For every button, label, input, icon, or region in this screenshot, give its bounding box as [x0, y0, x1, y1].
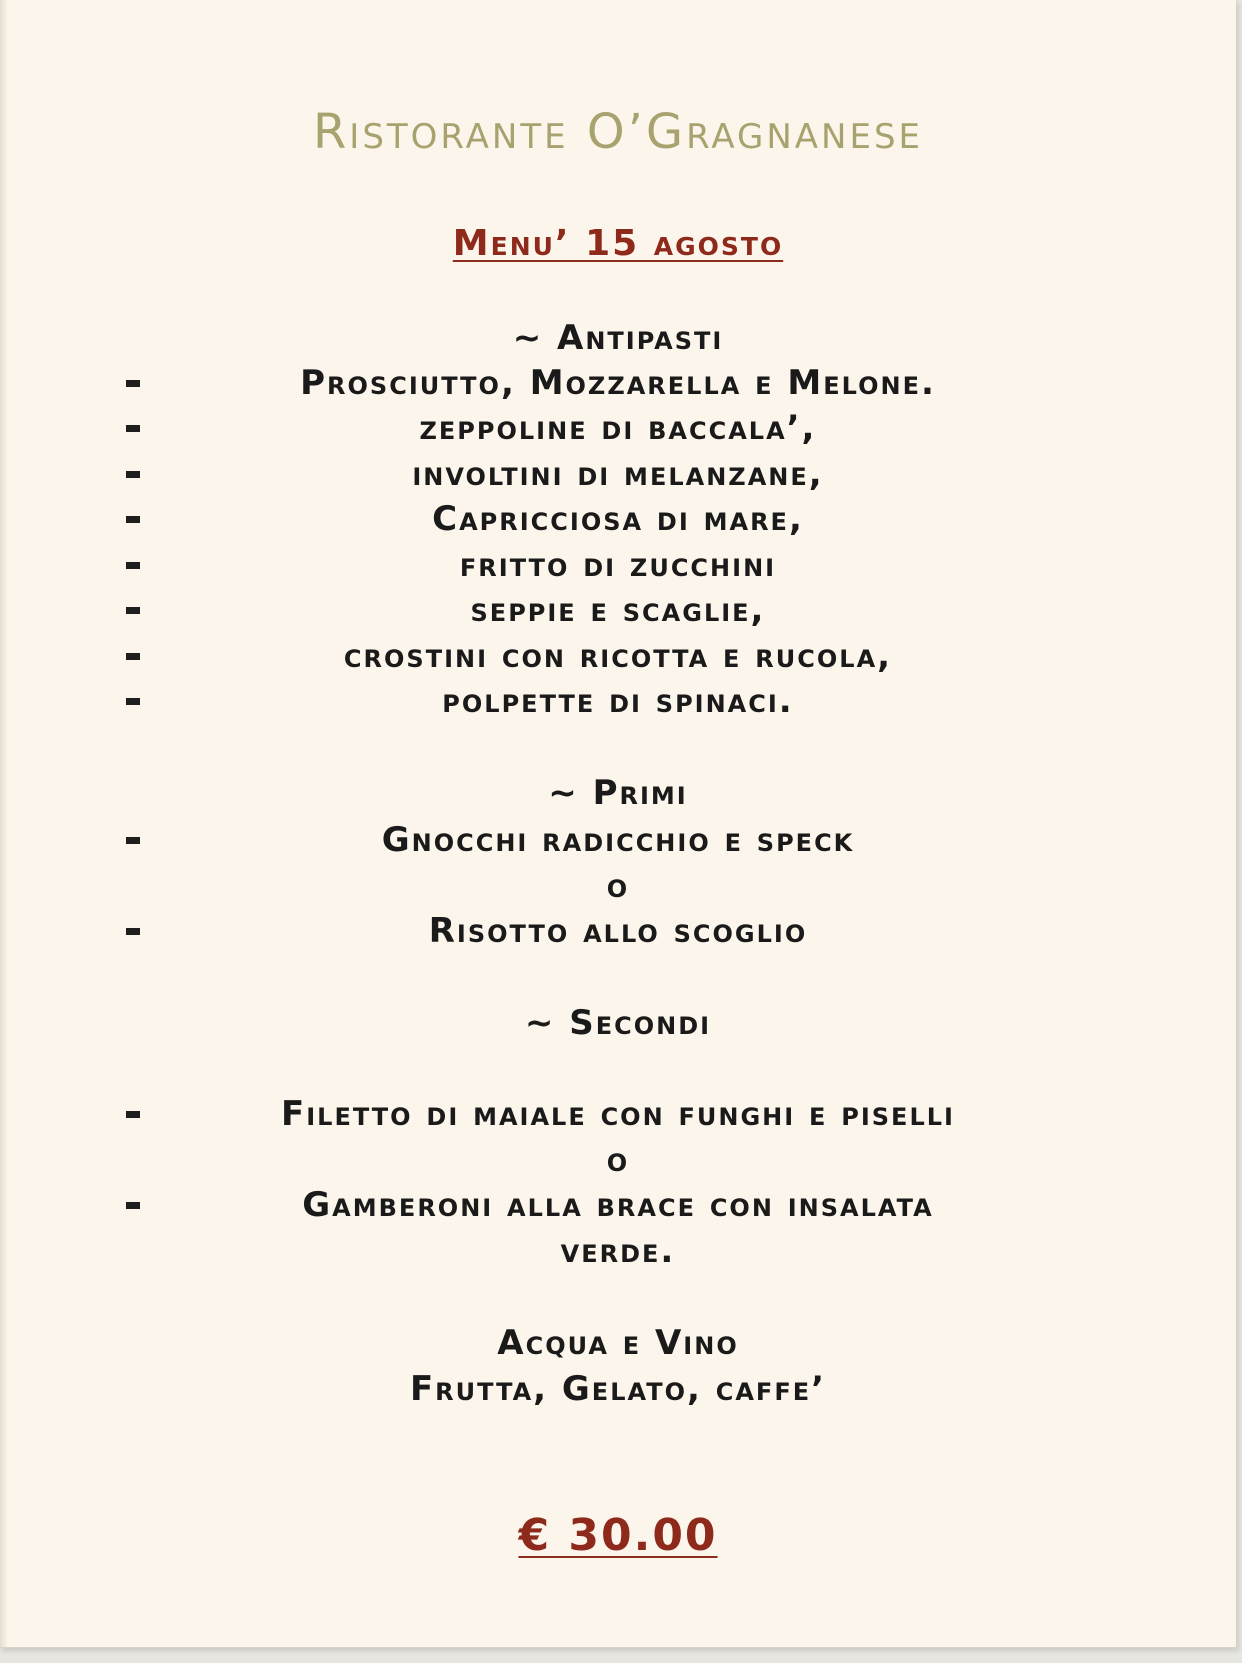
- antipasti-item: fritto di zucchini: [459, 545, 777, 585]
- secondi-heading: ~ Secondi: [524, 1003, 712, 1043]
- primi-heading: ~ Primi: [548, 773, 688, 813]
- secondi-separator: o: [606, 1140, 630, 1180]
- antipasti-heading: ~ Antipasti: [512, 318, 724, 358]
- secondi-option-2: Gamberoni alla brace con insalata: [302, 1185, 934, 1225]
- antipasti-item: Prosciutto, Mozzarella e Melone.: [300, 363, 936, 403]
- restaurant-name: Ristorante O’Gragnanese: [312, 104, 924, 160]
- antipasti-item: polpette di spinaci.: [442, 681, 794, 721]
- antipasti-item: crostini con ricotta e rucola,: [343, 636, 893, 676]
- antipasti-item: zeppoline di baccala’,: [419, 408, 817, 448]
- menu-title: Menu’ 15 agosto: [452, 223, 784, 264]
- menu-price: € 30.00: [518, 1510, 718, 1561]
- extras-drinks: Acqua e Vino: [497, 1323, 739, 1363]
- antipasti-item: involtini di melanzane,: [412, 454, 824, 494]
- primi-option-2: Risotto allo scoglio: [428, 911, 808, 951]
- secondi-option-2-continued: verde.: [560, 1231, 676, 1271]
- antipasti-item: Capricciosa di mare,: [432, 499, 804, 539]
- antipasti-item: seppie e scaglie,: [470, 590, 766, 630]
- secondi-option-1: Filetto di maiale con funghi e piselli: [281, 1094, 955, 1134]
- primi-separator: o: [606, 866, 630, 906]
- extras-dessert: Frutta, Gelato, caffe’: [409, 1369, 827, 1409]
- primi-option-1: Gnocchi radicchio e speck: [381, 820, 855, 860]
